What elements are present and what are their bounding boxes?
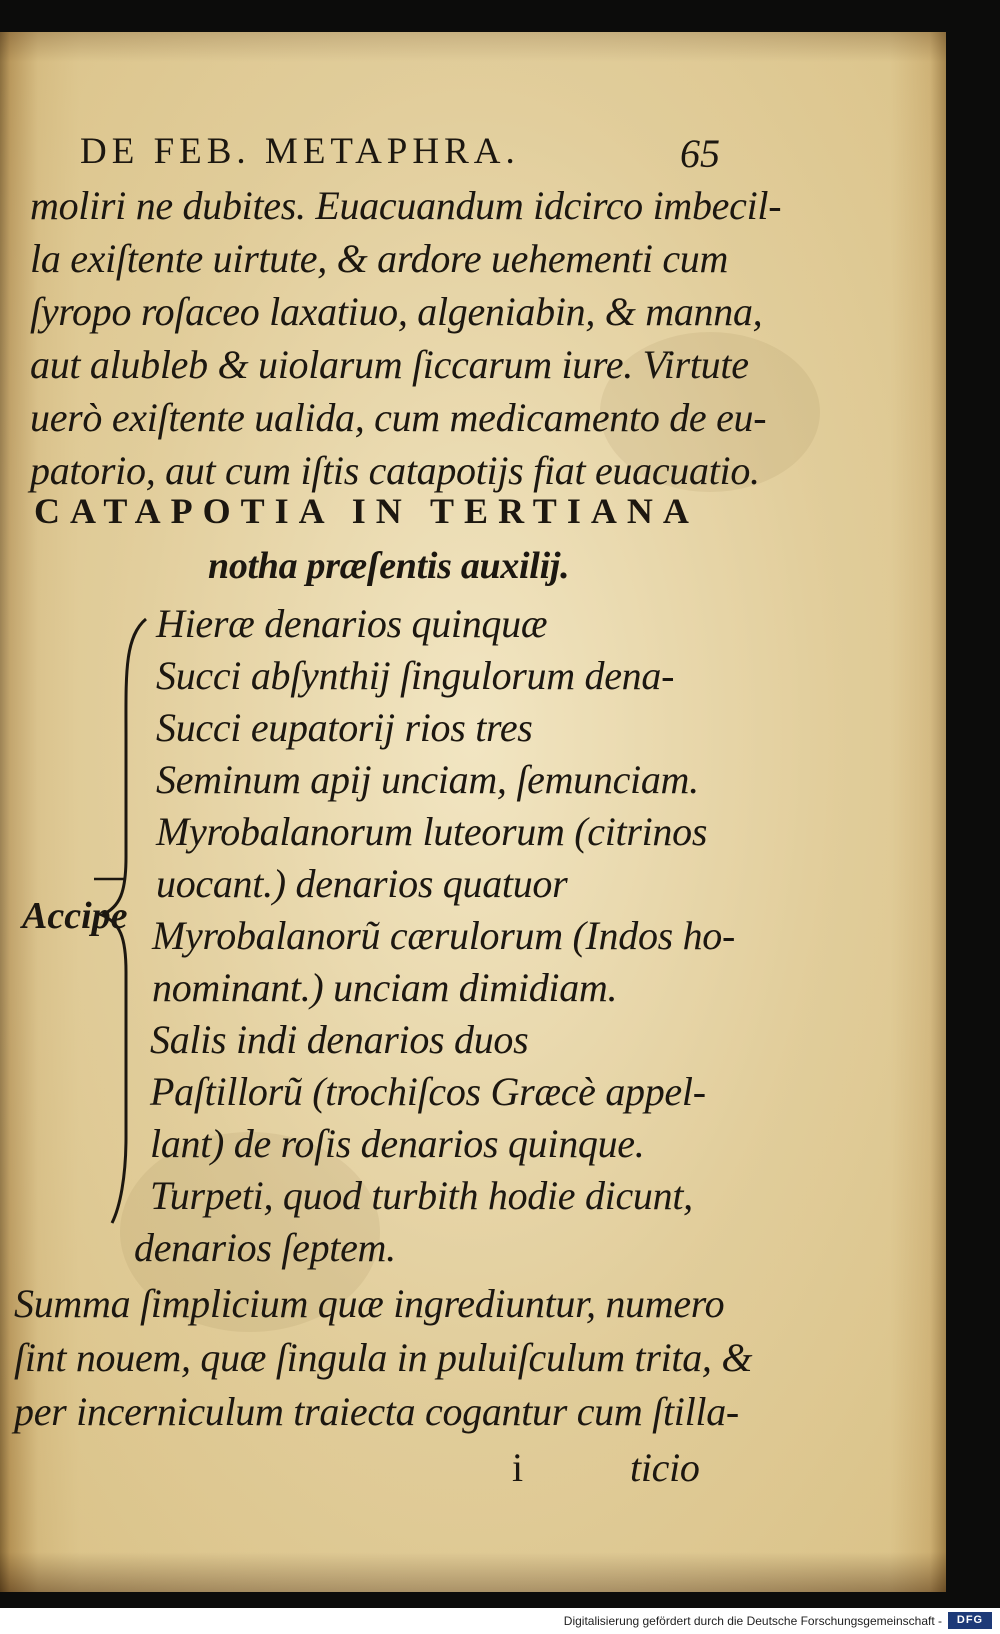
recipe-line: Myrobalanorũ cærulorum (Indos ho- bbox=[152, 913, 736, 958]
recipe-line: Turpeti, quod turbith hodie dicunt, bbox=[150, 1173, 693, 1218]
dfg-logo: DFG bbox=[948, 1612, 992, 1629]
text-line: uerò exiſtente ualida, cum medicamento de eu- bbox=[30, 395, 767, 440]
text-line: per incerniculum traiecta cogantur cum ſtilla- bbox=[14, 1389, 739, 1434]
dfg-credit: Digitalisierung gefördert durch die Deutsche Forschungsgemeinschaft - bbox=[563, 1614, 942, 1628]
recipe-line: Paſtillorũ (trochiſcos Græcè appel- bbox=[150, 1069, 706, 1114]
signature-mark: i bbox=[512, 1445, 523, 1490]
recipe-line: Seminum apij unciam, ſemunciam. bbox=[156, 757, 699, 802]
book-page bbox=[0, 32, 946, 1592]
recipe-line: Succi eupatorij rios tres bbox=[156, 705, 533, 750]
page-number: 65 bbox=[680, 131, 720, 176]
recipe-line: Hieræ denarios quinquæ bbox=[156, 601, 548, 646]
text-line: Summa ſimplicium quæ ingrediuntur, numero bbox=[14, 1281, 725, 1326]
recipe-line: Succi abſynthij ſingulorum dena- bbox=[156, 653, 675, 698]
text-line: la exiſtente uirtute, & ardore uehementi cum bbox=[30, 236, 729, 281]
recipe-line: Salis indi denarios duos bbox=[150, 1017, 529, 1062]
recipe-heading: CATAPOTIA IN TERTIANA bbox=[34, 491, 699, 531]
recipe-line: uocant.) denarios quatuor bbox=[156, 861, 568, 906]
recipe-line: denarios ſeptem. bbox=[134, 1225, 396, 1270]
running-head bbox=[80, 130, 720, 176]
text-line: aut alubleb & uiolarum ſiccarum iure. Virtute bbox=[30, 342, 749, 387]
recipe-line: lant) de roſis denarios quinque. bbox=[150, 1121, 645, 1166]
text-line: moliri ne dubites. Euacuandum idcirco imbecil- bbox=[30, 183, 782, 228]
recipe-line: Myrobalanorum luteorum (citrinos bbox=[156, 809, 708, 854]
text-line: ſint nouem, quæ ſingula in puluiſculum trita, & bbox=[14, 1335, 753, 1380]
text-line: ſyropo roſaceo laxatiuo, algeniabin, & manna, bbox=[30, 289, 763, 334]
text-line: patorio, aut cum iſtis catapotijs fiat euacuatio. bbox=[30, 448, 760, 493]
recipe-subheading: notha præſentis auxilij. bbox=[208, 545, 570, 587]
catchword: ticio bbox=[630, 1445, 700, 1490]
accipe-label: Accipe bbox=[22, 895, 128, 937]
recipe-line: nominant.) unciam dimidiam. bbox=[152, 965, 618, 1010]
running-head-title: DE FEB. METAPHRA. bbox=[80, 131, 520, 172]
